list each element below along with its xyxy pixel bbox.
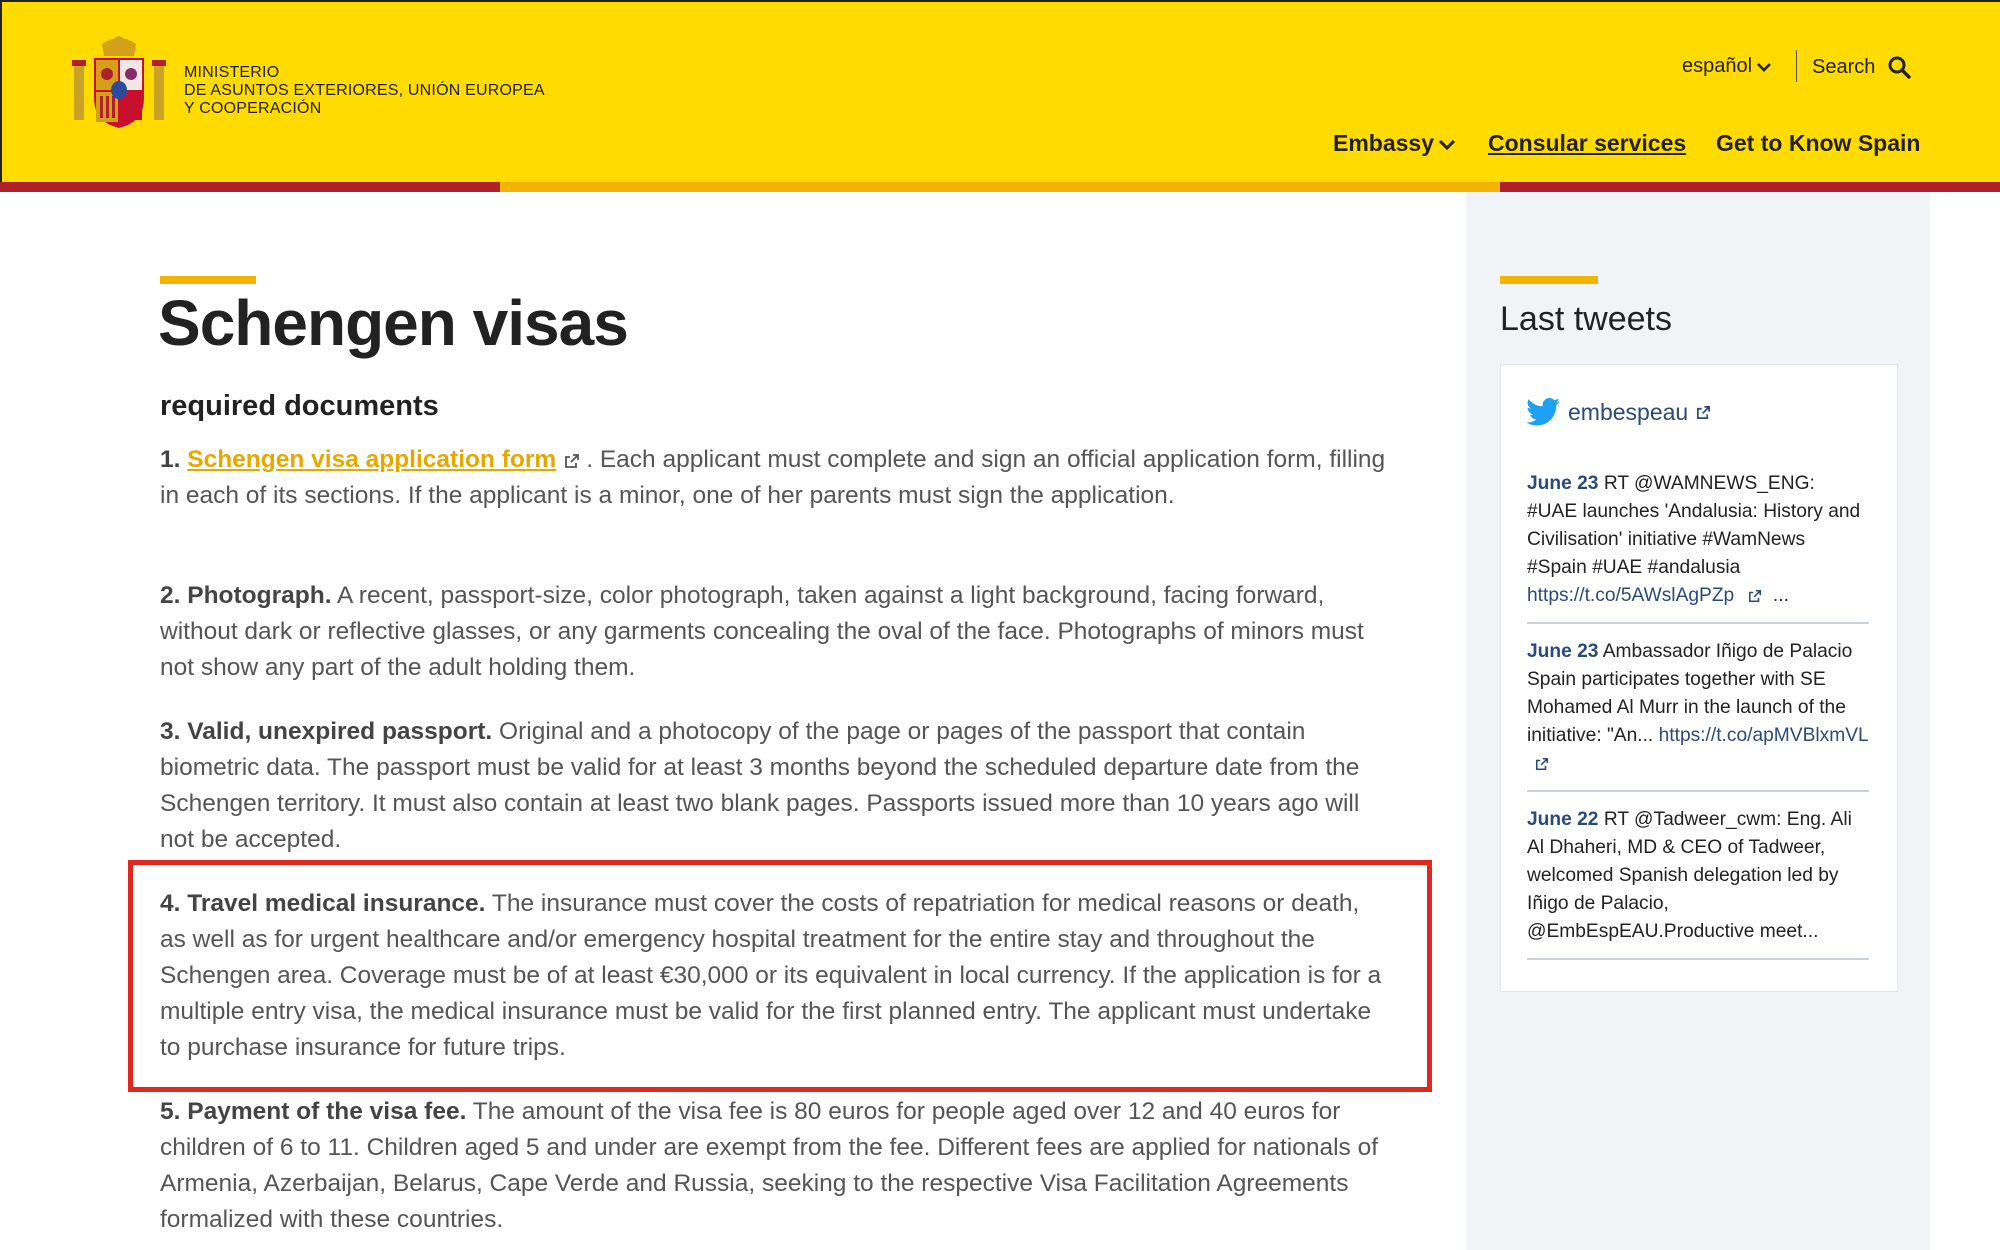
tweet-date[interactable]: June 22	[1527, 809, 1599, 830]
tweet-text: Ambassador Iñigo de Palacio Spain participates together with SE Mohamed Al Murr in the launch of the initiative: "An...	[1527, 641, 1853, 746]
search-button[interactable]	[1812, 55, 1911, 79]
requirement-item-2	[160, 578, 1390, 686]
item-heading: Photograph.	[187, 582, 332, 609]
nav-get-to-know-spain[interactable]: Get to Know Spain	[1716, 130, 1921, 156]
search-icon	[1887, 55, 1911, 79]
external-link-icon	[1535, 757, 1549, 771]
sidebar-accent-bar	[1500, 276, 1598, 284]
twitter-bird-icon	[1526, 398, 1560, 426]
item-number: 1.	[160, 446, 181, 473]
item-heading: Payment of the visa fee.	[187, 1098, 467, 1125]
tweet-item	[1527, 470, 1869, 610]
nav-embassy[interactable]	[1333, 130, 1456, 157]
section-subtitle: required documents	[160, 390, 439, 422]
title-accent-bar	[160, 276, 256, 284]
application-form-link[interactable]: Schengen visa application form	[187, 446, 557, 473]
ministry-name	[184, 64, 545, 118]
item-number: 5.	[160, 1098, 181, 1125]
tweet-date[interactable]: June 23	[1527, 641, 1599, 662]
requirement-item-3	[160, 714, 1390, 858]
flag-stripe-red-left	[0, 182, 500, 192]
tweet-text: RT @Tadweer_cwm: Eng. Ali Al Dhaheri, MD & CEO of Tadweer, welcomed Spanish delegation led by Iñigo de Palacio, @EmbEspEAU.Productive meet...	[1527, 809, 1852, 942]
item-text: Original and a photocopy of the page or pages of the passport that contain biometric data. The passport must be valid for at least 3 months beyond the scheduled departure date from the Schengen territory. It must also contain at least two blank pages. Passports issued more than 10 years ago will not be accepted.	[160, 718, 1360, 853]
sidebar-title: Last tweets	[1500, 300, 1672, 338]
item-text: . Each applicant must complete and sign an official application form, filling in each of its sections. If the applicant is a minor, one of her parents must sign the application.	[160, 446, 1386, 509]
item-number: 2.	[160, 582, 181, 609]
ministry-line-1: MINISTERIO	[184, 64, 280, 81]
flag-stripe-red-right	[1500, 182, 2000, 192]
twitter-handle-link[interactable]	[1526, 398, 1711, 426]
external-link-icon	[1748, 589, 1762, 603]
nav-embassy-label: Embassy	[1333, 130, 1435, 156]
tweet-divider	[1527, 790, 1869, 792]
item-text: A recent, passport-size, color photograph, taken against a light background, facing forward, without dark or reflective glasses, or any garments concealing the oval of the face. Photographs of minors must not show any part of the adult holding them.	[160, 582, 1364, 681]
language-selector[interactable]	[1682, 55, 1772, 78]
highlight-box	[128, 860, 1432, 1092]
language-label: español	[1682, 55, 1753, 77]
twitter-handle: embespeau	[1568, 398, 1689, 425]
item-heading: Travel medical insurance.	[187, 890, 486, 917]
tweet-divider	[1527, 622, 1869, 624]
item-heading: Valid, unexpired passport.	[187, 718, 493, 745]
tweet-link[interactable]: https://t.co/apMVBlxmVL	[1658, 725, 1868, 746]
tweet-date[interactable]: June 23	[1527, 473, 1599, 494]
header-divider	[1796, 50, 1797, 82]
ministry-line-3: Y COOPERACIÓN	[184, 100, 322, 117]
page-title: Schengen visas	[158, 287, 628, 359]
item-number: 4.	[160, 890, 181, 917]
external-link-icon	[1696, 405, 1711, 420]
chevron-down-icon	[1438, 137, 1456, 151]
coat-of-arms-logo[interactable]	[72, 34, 166, 130]
search-label: Search	[1812, 55, 1876, 78]
tweet-link[interactable]: https://t.co/5AWslAgPZp	[1527, 585, 1735, 606]
item-text: The amount of the visa fee is 80 euros for people aged over 12 and 40 euros for children of 6 to 11. Children aged 5 and under are exempt from the fee. Different fees are applied for nationals of Armenia, Azerbaijan, Belarus, Cape Verde and Russia, seeking to the respective Visa Facilitation Agreements formalized with these countries.	[160, 1098, 1379, 1233]
requirement-item-5	[160, 1094, 1390, 1238]
item-number: 3.	[160, 718, 181, 745]
tweet-text: RT @WAMNEWS_ENG: #UAE launches 'Andalusia: History and Civilisation' initiative #WamNews #Spain #UAE #andalusia	[1527, 473, 1861, 578]
requirement-item-1	[160, 442, 1390, 514]
chevron-down-icon	[1756, 61, 1772, 73]
external-link-icon	[564, 453, 580, 469]
item-text: The insurance must cover the costs of repatriation for medical reasons or death, as well as for urgent healthcare and/or emergency hospital treatment for the entire stay and throughout the Schengen area. Coverage must be of at least €30,000 or its equivalent in local currency. If the application is for a multiple entry visa, the medical insurance must be valid for the first planned entry. The applicant must undertake to purchase insurance for future trips.	[160, 890, 1382, 1061]
ministry-line-2: DE ASUNTOS EXTERIORES, UNIÓN EUROPEA	[184, 82, 545, 99]
tweet-divider	[1527, 958, 1869, 960]
flag-stripe-yellow	[500, 182, 1500, 192]
tweet-item	[1527, 806, 1869, 946]
tweet-item	[1527, 638, 1869, 778]
nav-consular-services[interactable]: Consular services	[1488, 130, 1687, 156]
tweet-trail: ...	[1772, 585, 1789, 606]
